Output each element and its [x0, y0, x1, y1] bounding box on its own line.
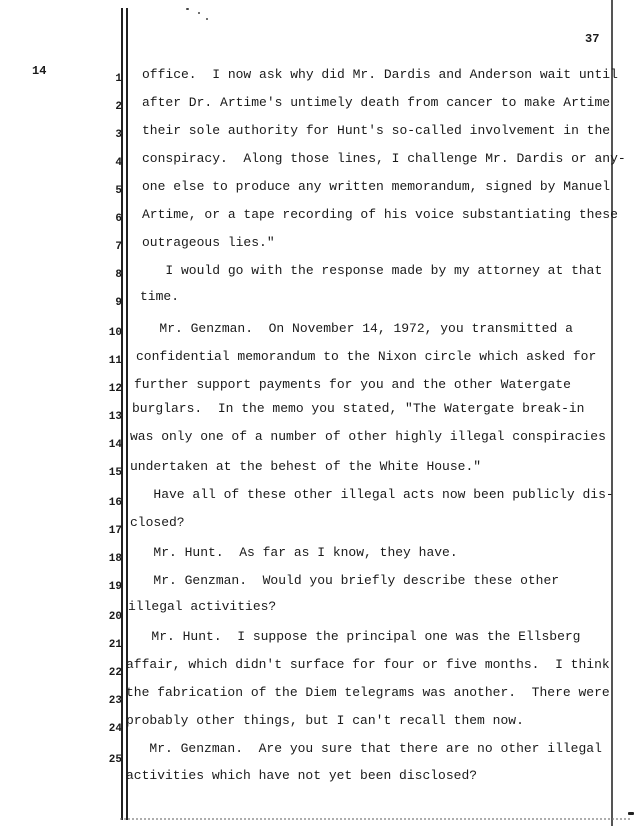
scan-speck [628, 812, 634, 815]
line-number: 8 [115, 269, 122, 281]
transcript-line: probably other things, but I can't recall them now. [126, 713, 524, 728]
line-number: 13 [108, 411, 122, 423]
line-number: 16 [108, 497, 122, 509]
right-margin-rule [611, 0, 613, 826]
transcript-line: was only one of a number of other highly illegal conspiracies [130, 429, 606, 444]
page-number: 37 [585, 32, 600, 46]
transcript-line: office. I now ask why did Mr. Dardis and Anderson wait until [142, 67, 618, 82]
line-number: 12 [108, 383, 122, 395]
line-number: 9 [115, 297, 122, 309]
line-number: 17 [108, 525, 122, 537]
line-number: 3 [115, 129, 122, 141]
transcript-line: activities which have not yet been disclosed? [126, 768, 478, 783]
transcript-line: Mr. Hunt. As far as I know, they have. [130, 545, 458, 560]
transcript-line: Artime, or a tape recording of his voice substantiating these [142, 207, 618, 222]
transcript-line: undertaken at the behest of the White House." [130, 459, 482, 474]
transcript-line: time. [140, 289, 180, 304]
line-number: 15 [108, 467, 122, 479]
transcript-line: further support payments for you and the other Watergate [134, 377, 571, 392]
scan-speck [186, 8, 189, 10]
line-number: 20 [108, 611, 122, 623]
line-number: 21 [108, 639, 122, 651]
line-number: 1 [115, 73, 122, 85]
line-number: 22 [108, 667, 122, 679]
transcript-line: outrageous lies." [142, 235, 275, 250]
scan-speck [206, 18, 208, 20]
line-number: 25 [108, 754, 122, 766]
line-number: 19 [108, 581, 122, 593]
line-number: 6 [115, 213, 122, 225]
transcript-line: affair, which didn't surface for four or five months. I think [126, 657, 610, 672]
transcript-line: after Dr. Artime's untimely death from cancer to make Artime [142, 95, 611, 110]
line-number: 18 [108, 553, 122, 565]
transcript-line: one else to produce any written memorandum, signed by Manuel [142, 179, 611, 194]
transcript-line: Mr. Genzman. Would you briefly describe these other [130, 573, 560, 588]
scan-speck [198, 12, 200, 14]
transcript-line: their sole authority for Hunt's so-called involvement in the [142, 123, 611, 138]
scan-bottom-edge [120, 818, 630, 820]
line-number: 14 [108, 439, 122, 451]
line-number: 2 [115, 101, 122, 113]
transcript-line: Mr. Genzman. On November 14, 1972, you transmitted a [136, 321, 573, 336]
transcript-line: confidential memorandum to the Nixon circle which asked for [136, 349, 597, 364]
transcript-line: closed? [130, 515, 185, 530]
line-number: 7 [115, 241, 122, 253]
line-number: 10 [108, 327, 122, 339]
transcript-line: Have all of these other illegal acts now been publicly dis- [130, 487, 614, 502]
line-number: 5 [115, 185, 122, 197]
transcript-line: burglars. In the memo you stated, "The Watergate break-in [132, 401, 585, 416]
transcript-line: I would go with the response made by my attorney at that [142, 263, 603, 278]
line-number: 24 [108, 723, 122, 735]
margin-number: 14 [32, 64, 47, 78]
line-number: 4 [115, 157, 122, 169]
transcript-line: conspiracy. Along those lines, I challenge Mr. Dardis or any- [142, 151, 626, 166]
transcript-line: the fabrication of the Diem telegrams was another. There were [126, 685, 610, 700]
transcript-line: Mr. Genzman. Are you sure that there are no other illegal [126, 741, 602, 756]
transcript-line: Mr. Hunt. I suppose the principal one was the Ellsberg [128, 629, 581, 644]
line-number: 23 [108, 695, 122, 707]
line-number: 11 [108, 355, 122, 367]
transcript-line: illegal activities? [128, 599, 277, 614]
